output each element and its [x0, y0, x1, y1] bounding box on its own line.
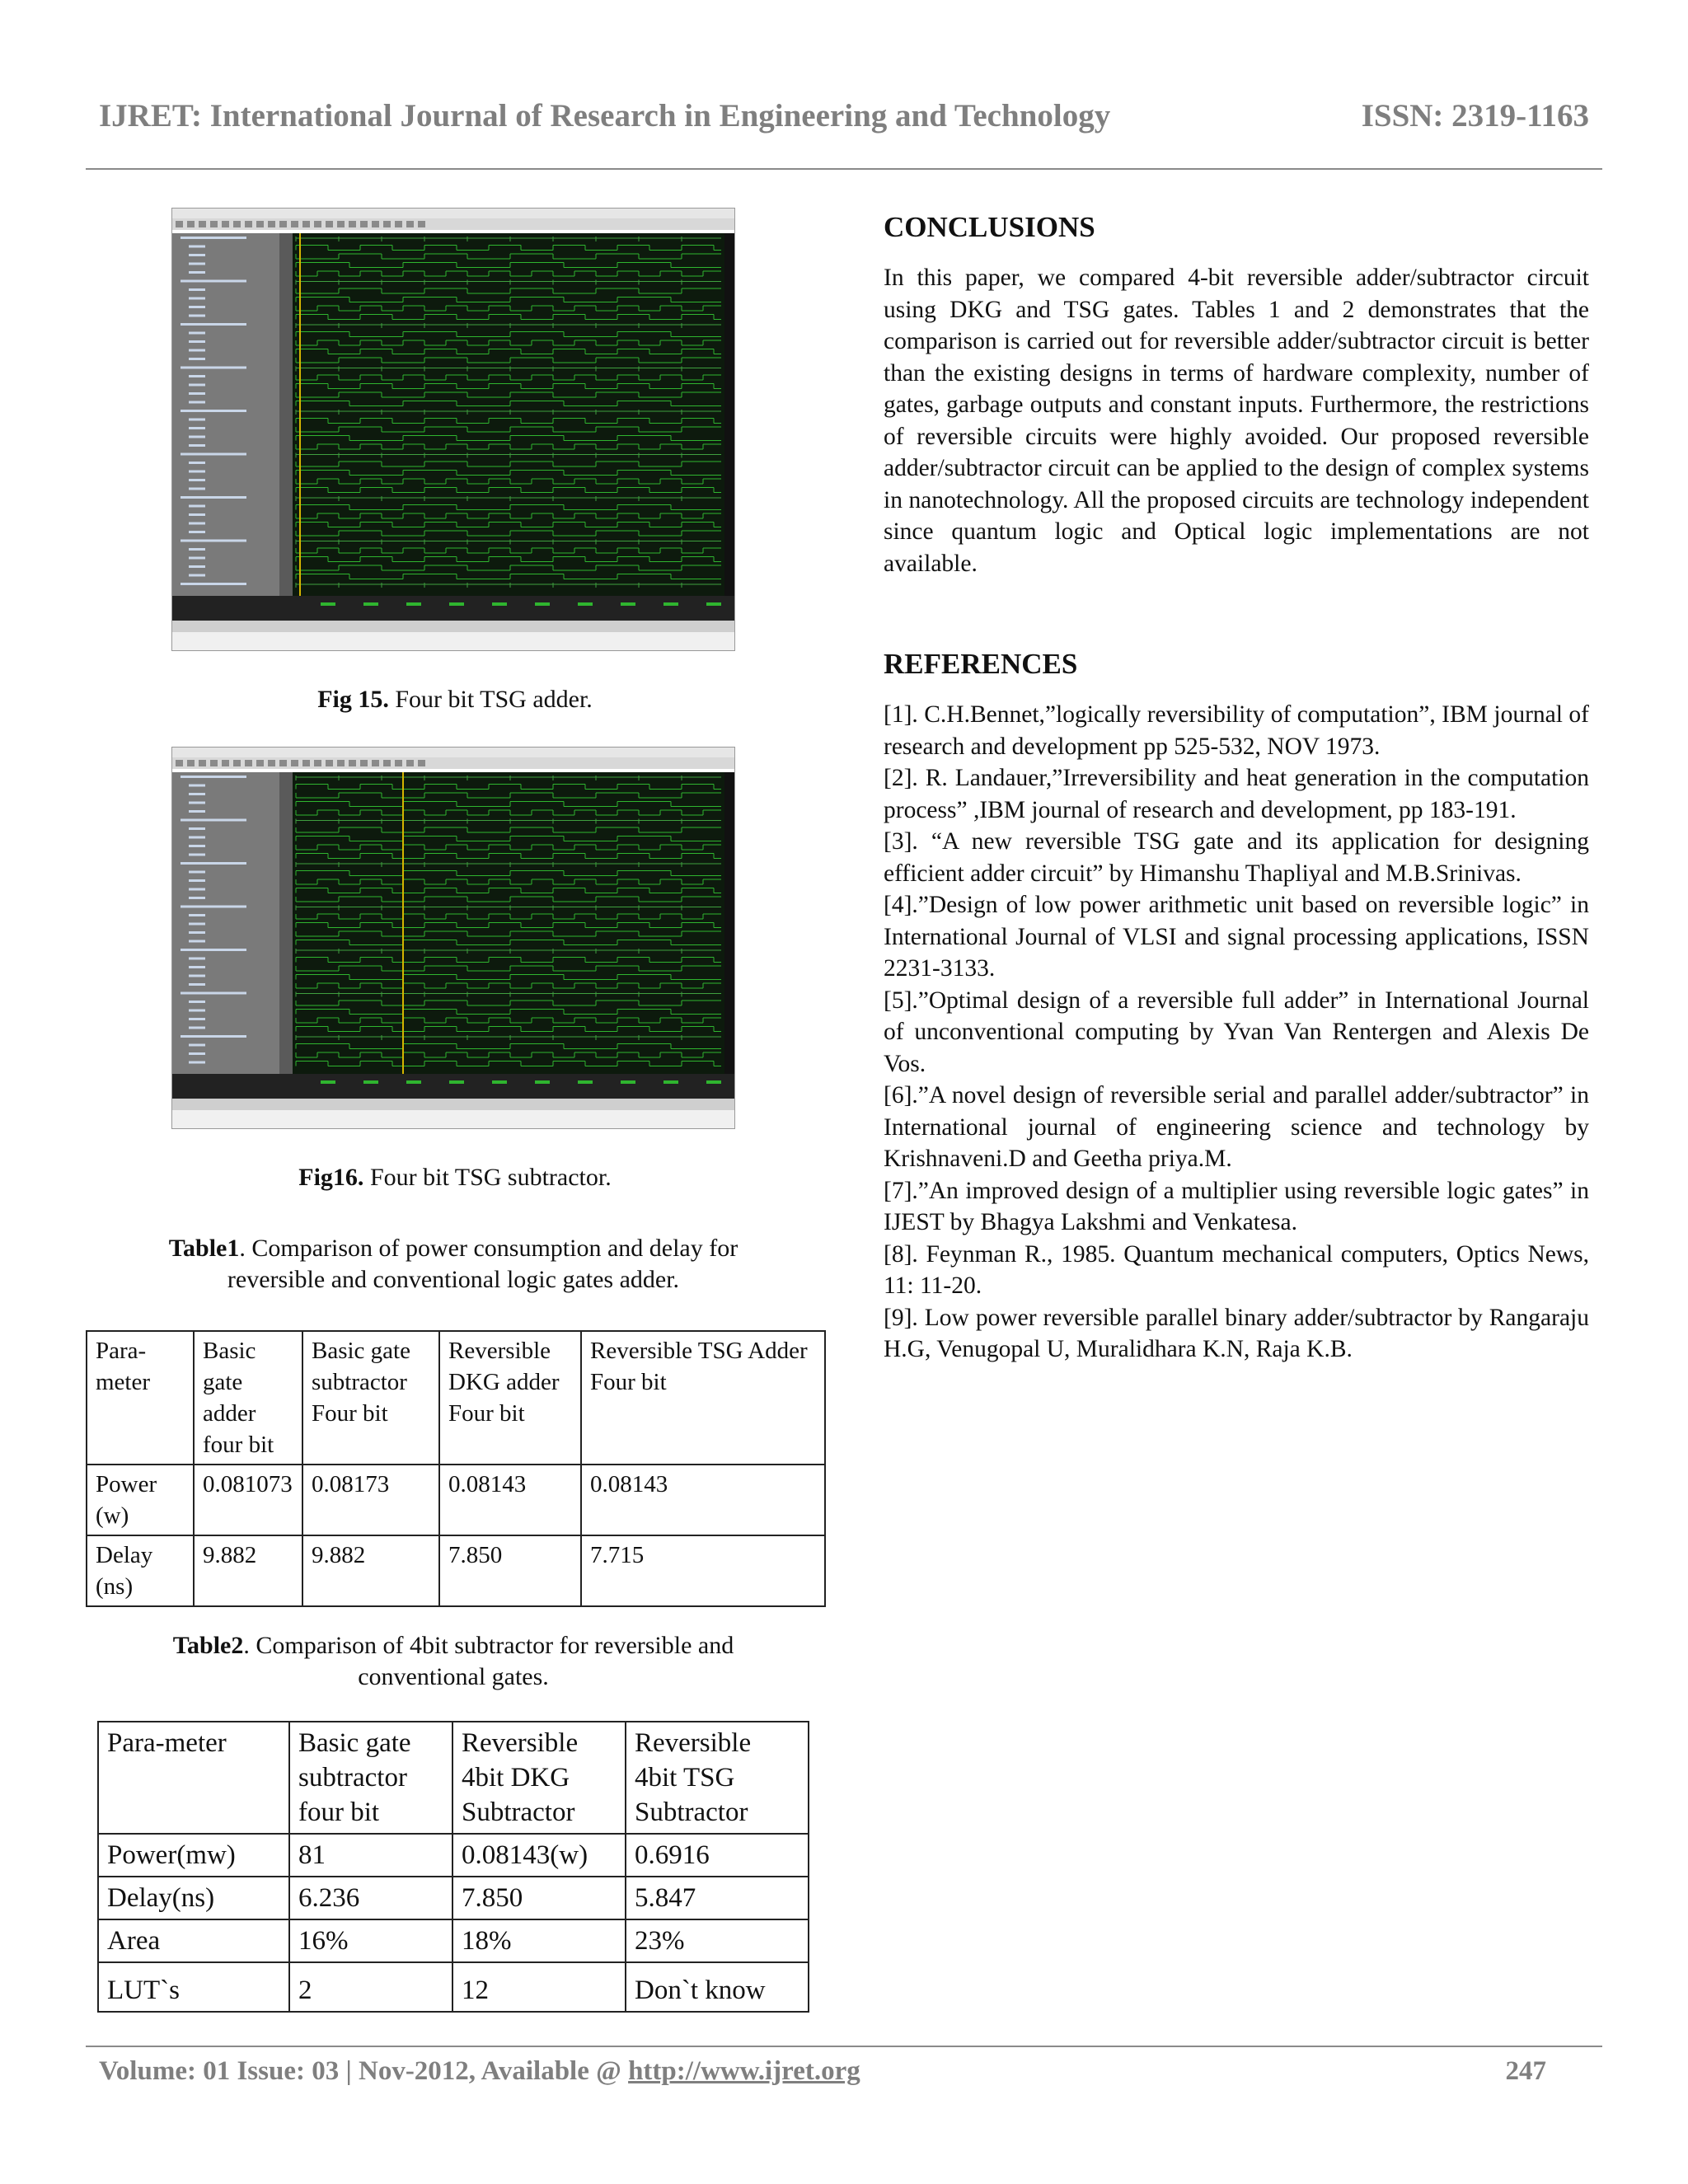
table1-label: Table1 [168, 1235, 240, 1262]
table-cell: Delay (ns) [87, 1535, 194, 1606]
table-cell: Delay(ns) [98, 1877, 289, 1919]
table2-caption-text: . Comparison of 4bit subtractor for reversible and conventional gates. [243, 1632, 734, 1690]
table1 [86, 1330, 826, 1607]
table-cell: Power(mw) [98, 1834, 289, 1877]
table-cell: 0.08143 [439, 1465, 581, 1535]
table-cell: 12 [452, 1962, 626, 2012]
table-cell: 5.847 [626, 1877, 809, 1919]
fig15-caption-text: Four bit TSG adder. [395, 686, 593, 713]
footer-divider [86, 2046, 1602, 2047]
table-cell: 7.850 [439, 1535, 581, 1606]
table-row [98, 1877, 809, 1919]
table-cell: 16% [289, 1919, 452, 1962]
fig16-caption-text: Four bit TSG subtractor. [369, 1164, 612, 1191]
table-cell: 0.08173 [302, 1465, 439, 1535]
table-cell: Basic gate subtractor four bit [289, 1722, 452, 1834]
conclusions-text: In this paper, we compared 4-bit reversible adder/subtractor circuit using DKG and TSG gates. Tables 1 and 2 demonstrates that the comparison is carried out for reversible adder/subtractor circuit is better than the existing designs in terms of hardware complexity, number of gates, garbage outputs and constant inputs. Furthermore, the restrictions of reversible circuits were highly avoided. Our proposed reversible adder/subtractor circuit can be applied to the design of complex systems in nanotechnology. All the proposed circuits are technology independent since quantum logic and Optical logic implementations are not available. [884, 265, 1589, 577]
table-cell: 6.236 [289, 1877, 452, 1919]
table-cell: 81 [289, 1834, 452, 1877]
table-cell: 7.850 [452, 1877, 626, 1919]
table1-caption-text: . Comparison of power consumption and delay for reversible and conventional logic gates adder. [227, 1235, 738, 1293]
table-cell: Para-meter [98, 1722, 289, 1834]
reference-item: [1]. C.H.Bennet,”logically reversibility of computation”, IBM journal of research and development pp 525-532, NOV 1973. [884, 701, 1589, 760]
table-cell: 18% [452, 1919, 626, 1962]
fig16-label: Fig16. [298, 1164, 364, 1191]
reference-item: [2]. R. Landauer,”Irreversibility and heat generation in the computation process” ,IBM journal of research and development, pp 183-191. [884, 765, 1589, 823]
table-cell: LUT`s [98, 1962, 289, 2012]
table-cell: Power (w) [87, 1465, 194, 1535]
table2-label: Table2 [172, 1632, 244, 1659]
table-row [87, 1535, 825, 1606]
table-cell: 0.08143 [581, 1465, 825, 1535]
table-cell: 2 [289, 1962, 452, 2012]
table-cell: 0.6916 [626, 1834, 809, 1877]
reference-list [884, 699, 1589, 1366]
table1-caption [124, 1233, 783, 1296]
table-cell: Basic gate subtractor Four bit [302, 1331, 439, 1465]
table-cell: Reversible TSG Adder Four bit [581, 1331, 825, 1465]
waveform-image [172, 209, 734, 650]
references-heading: REFERENCES [884, 648, 1078, 680]
reference-item: [6].”A novel design of reversible serial and parallel adder/subtractor” in International journal of engineering science and technology by Krishnaveni.D and Geetha priya.M. [884, 1082, 1589, 1172]
fig15-caption [86, 684, 824, 715]
table-cell: Reversible DKG adder Four bit [439, 1331, 581, 1465]
fig16-caption [86, 1162, 824, 1193]
footer-volume-text: Volume: 01 Issue: 03 | Nov-2012, Available @ [99, 2056, 629, 2086]
reference-item: [5].”Optimal design of a reversible full adder” in International Journal of unconventional computing by Yvan Van Rentergen and Alexis De Vos. [884, 987, 1589, 1077]
table-row [98, 1962, 809, 2012]
table-cell: 0.081073 [194, 1465, 302, 1535]
table-cell: 9.882 [302, 1535, 439, 1606]
table-cell: Para-meter [87, 1331, 194, 1465]
table-cell: 0.08143(w) [452, 1834, 626, 1877]
page-number: 247 [1505, 2056, 1546, 2086]
table-cell: Don`t know [626, 1962, 809, 2012]
table-cell: 23% [626, 1919, 809, 1962]
fig15-label: Fig 15. [317, 686, 389, 713]
fig15-simulation-screenshot [171, 208, 735, 651]
table-cell: 9.882 [194, 1535, 302, 1606]
table-cell: 7.715 [581, 1535, 825, 1606]
journal-title: IJRET: International Journal of Research in Engineering and Technology [99, 98, 1111, 134]
table-row [87, 1465, 825, 1535]
table-row [98, 1722, 809, 1834]
conclusions-heading: CONCLUSIONS [884, 211, 1095, 243]
table-cell: Reversible 4bit TSG Subtractor [626, 1722, 809, 1834]
reference-item: [8]. Feynman R., 1985. Quantum mechanical computers, Optics News, 11: 11-20. [884, 1240, 1589, 1299]
table-cell: Reversible 4bit DKG Subtractor [452, 1722, 626, 1834]
issn: ISSN: 2319-1163 [1361, 98, 1589, 134]
reference-item: [9]. Low power reversible parallel binary adder/subtractor by Rangaraju H.G, Venugopal U, Muralidhara K.N, Raja K.B. [884, 1304, 1589, 1362]
table-row [87, 1331, 825, 1465]
table-cell: Basic gate adder four bit [194, 1331, 302, 1465]
footer-volume [99, 2056, 860, 2087]
reference-item: [7].”An improved design of a multiplier using reversible logic gates” in IJEST by Bhagya Lakshmi and Venkatesa. [884, 1177, 1589, 1235]
waveform-image [172, 748, 734, 1128]
journal-url-link[interactable]: http://www.ijret.org [628, 2056, 860, 2086]
fig16-simulation-screenshot [171, 747, 735, 1129]
table-row [98, 1834, 809, 1877]
table-row [98, 1919, 809, 1962]
table-cell: Area [98, 1919, 289, 1962]
header-divider [86, 168, 1602, 170]
table2-caption [124, 1630, 783, 1693]
reference-item: [3]. “A new reversible TSG gate and its application for designing efficient adder circuit” by Himanshu Thapliyal and M.B.Srinivas. [884, 828, 1589, 887]
table2 [97, 1721, 809, 2013]
reference-item: [4].”Design of low power arithmetic unit based on reversible logic” in International Journal of VLSI and signal processing applications, ISSN 2231-3133. [884, 892, 1589, 982]
